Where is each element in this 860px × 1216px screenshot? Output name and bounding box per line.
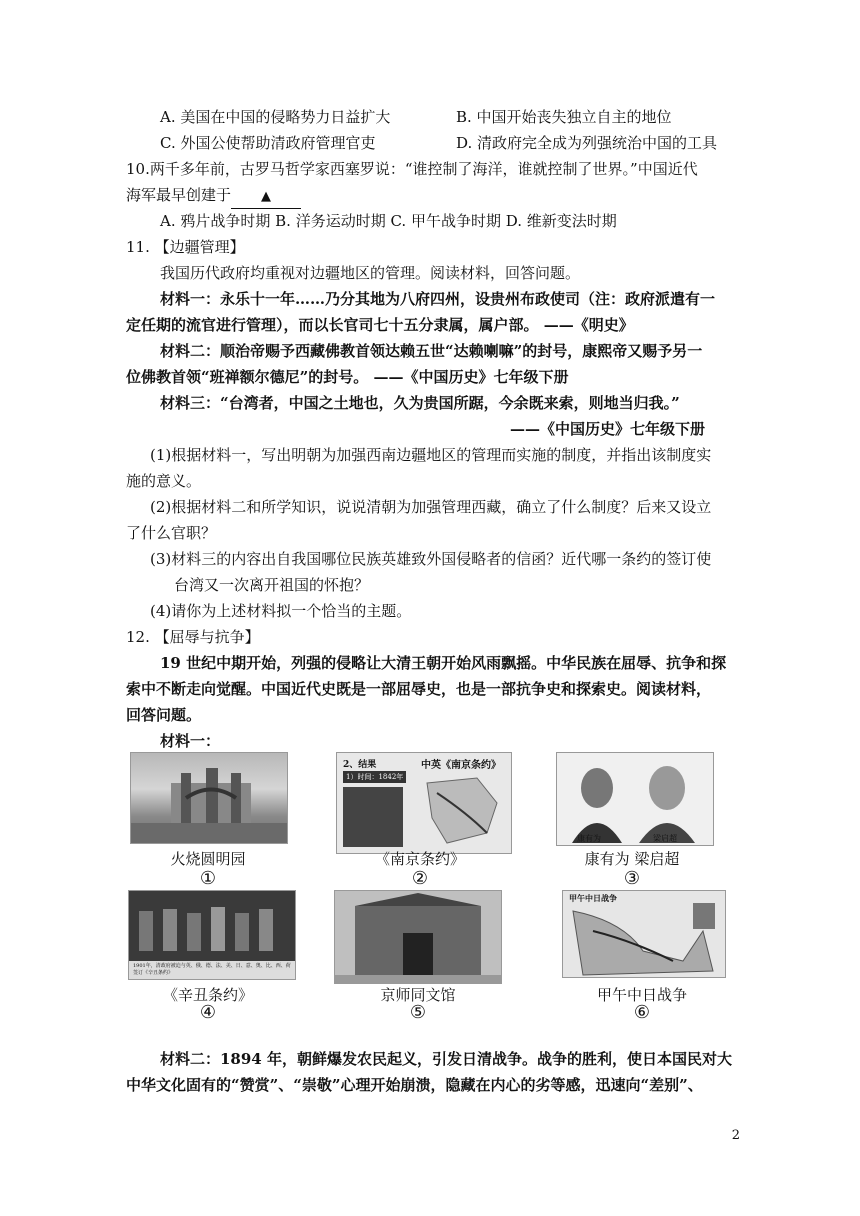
q11-intro: 我国历代政府均重视对边疆地区的管理。阅读材料，回答问题。 [160,264,581,282]
caption-5: 京师同文馆 [380,986,456,1004]
q11-material1-line2: 定任期的流官进行管理），而以长官司七十五分隶属，属户部。 ——《明史》 [126,316,634,334]
q11-question1-line2: 施的意义。 [126,472,202,490]
nanjing-slide-subtitle: 2、结果 [343,760,377,770]
number-4: ④ [199,1002,217,1023]
caption-4: 《辛丑条约》 [162,986,253,1004]
q10-stem-line1: 10.两千多年前，古罗马哲学家西塞罗说：“谁控制了海洋，谁就控制了世界。”中国近代 [126,160,698,178]
number-5: ⑤ [409,1002,427,1023]
q12-intro-line1: 19 世纪中期开始，列强的侵略让大清王朝开始风雨飘摇。中华民族在屈辱、抗争和探 [160,654,727,672]
q10-stem-text: 海军最早创建于 [126,186,232,204]
q12-material2-line1: 材料二：1894 年，朝鲜爆发农民起义，引发日清战争。战争的胜利，使日本国民对大 [160,1050,732,1068]
xinchou-treaty-photo [128,890,296,980]
kang-label: 康有为 [577,834,601,843]
number-6: ⑥ [633,1002,651,1023]
q12-material1-label: 材料一： [160,732,221,750]
q12-heading: 12. 【屈辱与抗争】 [126,628,260,646]
q11-material1-line1: 材料一：永乐十一年……乃分其地为八府四州，设贵州布政使司（注：政府派遣有一 [160,290,716,308]
q11-material3-source: ——《中国历史》七年级下册 [510,420,706,438]
q12-intro-line3: 回答问题。 [126,706,202,724]
q9-option-b: B. 中国开始丧失独立自主的地位 [456,108,672,126]
yuanmingyuan-ruins-photo [130,752,288,844]
caption-6: 甲午中日战争 [596,986,687,1004]
page-number: 2 [731,1128,740,1143]
q11-material2-line1: 材料二：顺治帝赐予西藏佛教首领达赖五世“达赖喇嘛”的封号，康熙帝又赐予另一 [160,342,703,360]
q11-question2-line2: 了什么官职？ [126,524,217,542]
q12-material2-line2: 中华文化固有的“赞赏”、“崇敬”心理开始崩溃，隐藏在内心的劣等感，迅速向“差别”、 [126,1076,703,1094]
q11-question1-line1: (1)根据材料一，写出明朝为加强西南边疆地区的管理而实施的制度，并指出该制度实 [150,446,712,464]
number-1: ① [199,868,217,889]
q10-stem-line2 [126,184,301,209]
nanjing-slide-time: 1）时间：1842年 [343,771,406,783]
caption-2: 《南京条约》 [374,850,465,868]
nanjing-slide-table [343,787,403,847]
caption-1: 火烧圆明园 [170,850,246,868]
jiawu-war-map [562,890,726,978]
q9-option-a: A. 美国在中国的侵略势力日益扩大 [160,108,391,126]
nanjing-treaty-slide [336,752,512,854]
jiawu-map-title: 甲午中日战争 [569,893,617,903]
q11-material3-line1: 材料三：“台湾者，中国之土地也，久为贵国所踞，今余既来索，则地当归我。” [160,394,680,412]
liang-label: 梁启超 [653,834,677,843]
q9-option-d: D. 清政府完全成为列强统治中国的工具 [456,134,718,152]
q11-question3-line2: 台湾又一次离开祖国的怀抱？ [174,576,370,594]
number-2: ② [411,868,429,889]
number-3: ③ [623,868,641,889]
caption-3: 康有为 梁启超 [584,850,680,868]
q11-question4: (4)请你为上述材料拟一个恰当的主题。 [150,602,412,620]
q11-heading: 11. 【边疆管理】 [126,238,245,256]
q10-options: A. 鸦片战争时期 B. 洋务运动时期 C. 甲午战争时期 D. 维新变法时期 [160,212,617,230]
q10-answer-blank: ▲ [231,186,301,209]
q12-intro-line2: 索中不断走向觉醒。中国近代史既是一部屈辱史，也是一部抗争史和探索史。阅读材料， [126,680,712,698]
kang-liang-portraits [556,752,714,846]
q11-material2-line2: 位佛教首领“班禅额尔德尼”的封号。 ——《中国历史》七年级下册 [126,368,569,386]
xinchou-photo-caption: 1901年，清政府被迫与英、俄、德、法、美、日、意、奥、比、西、荷签订《辛丑条约》 [133,963,291,976]
q9-option-c: C. 外国公使帮助清政府管理官吏 [160,134,376,152]
q11-question3-line1: (3)材料三的内容出自我国哪位民族英雄致外国侵略者的信函？近代哪一条约的签订使 [150,550,712,568]
nanjing-slide-title: 中英《南京条约》 [421,760,501,771]
tongwenguan-photo [334,890,502,984]
q11-question2-line1: (2)根据材料二和所学知识，说说清朝为加强管理西藏，确立了什么制度？后来又设立 [150,498,712,516]
